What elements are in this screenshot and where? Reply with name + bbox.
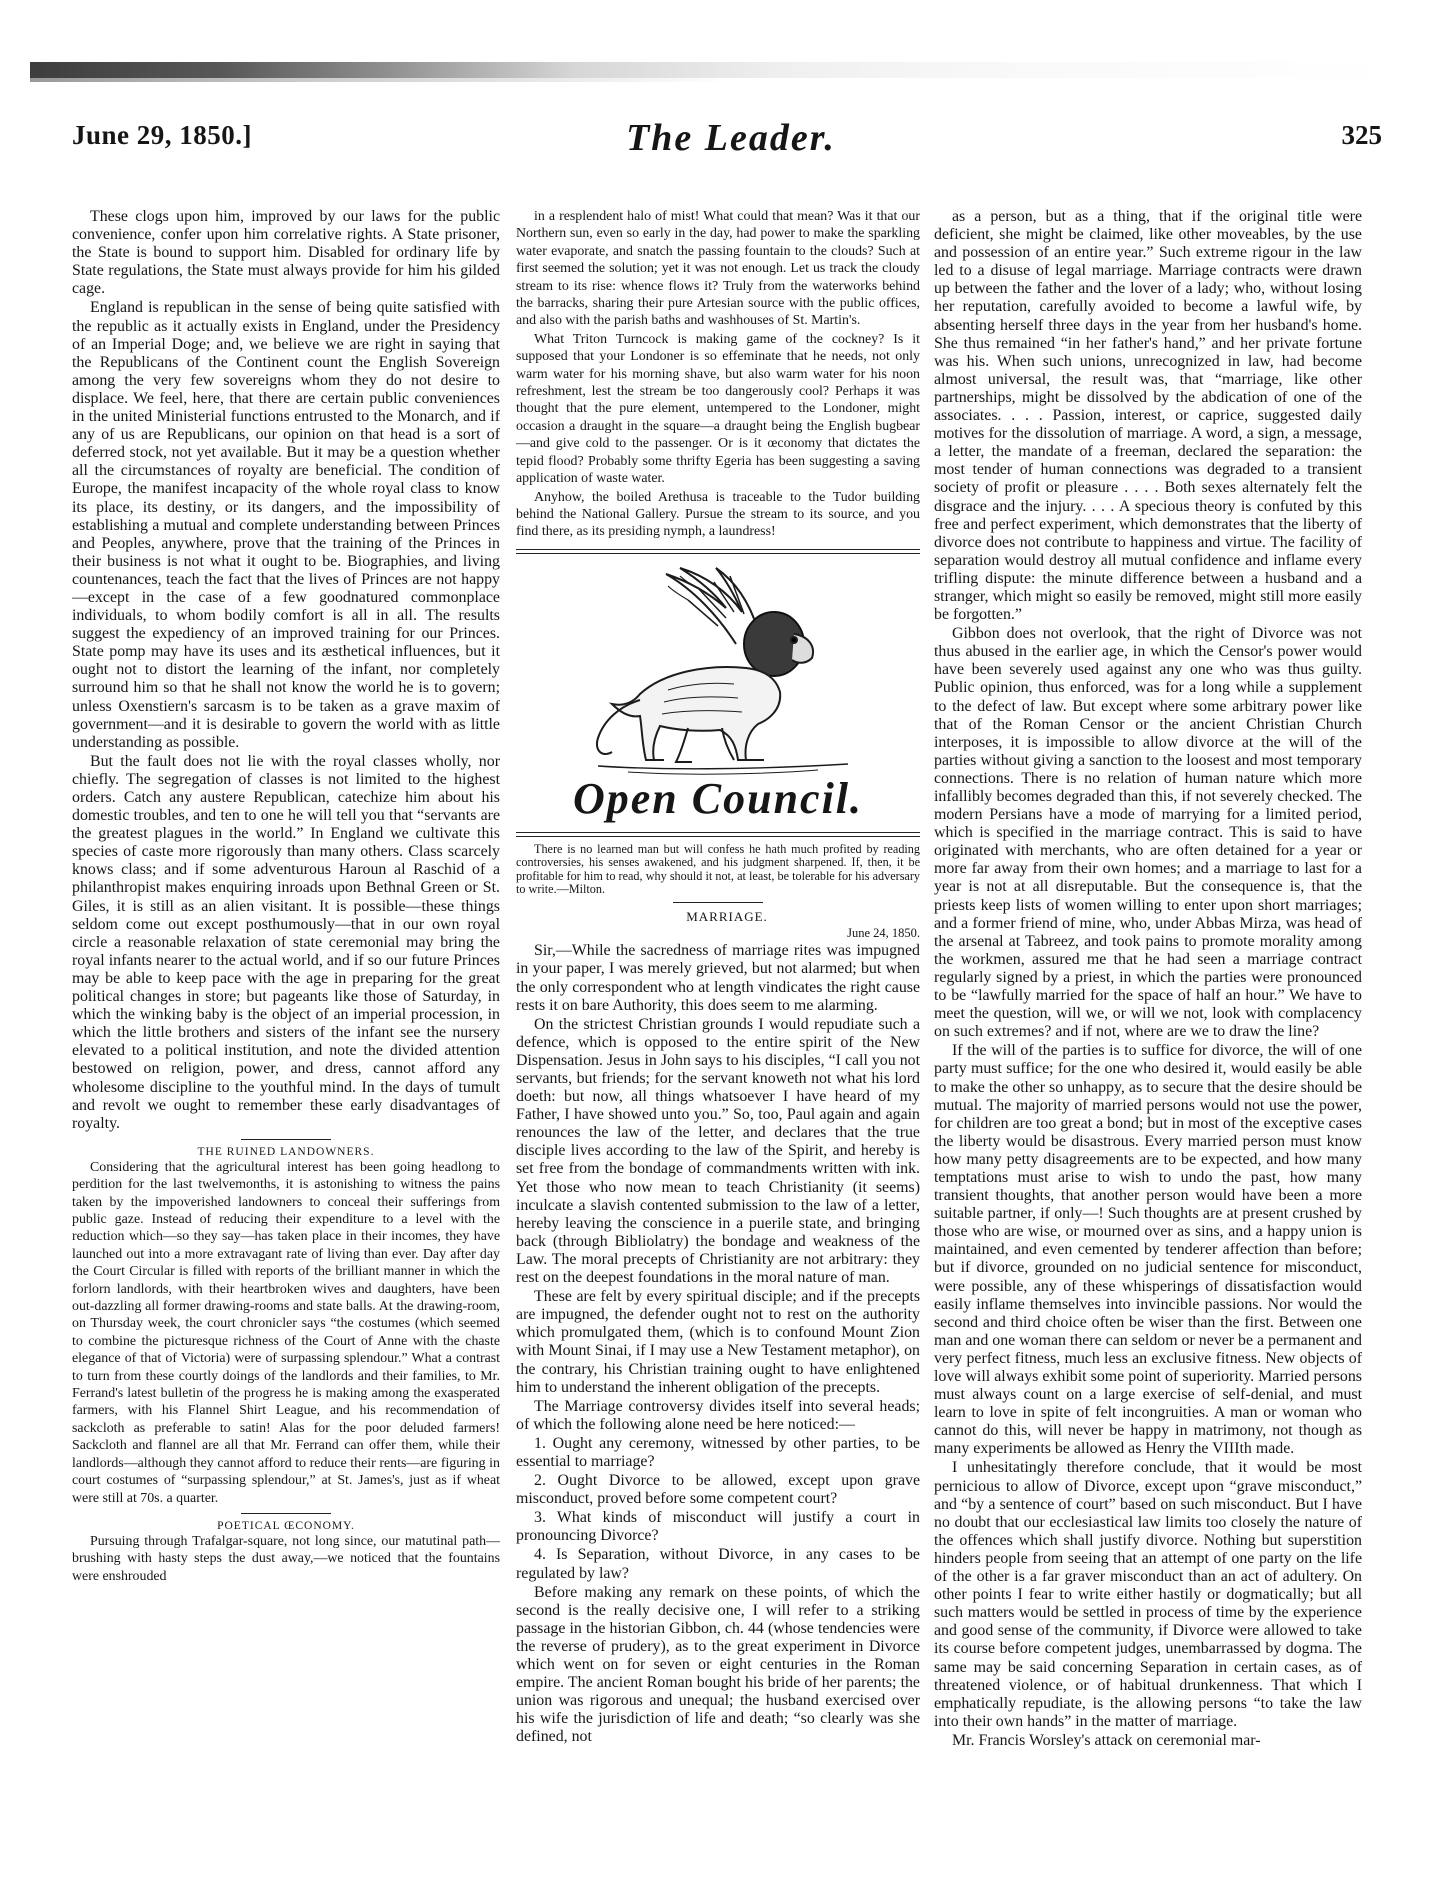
section-heading: THE RUINED LANDOWNERS. bbox=[197, 1145, 375, 1158]
section-divider bbox=[516, 549, 920, 554]
paragraph: If the will of the parties is to suffice for divorce, the will of one party must suffice; for the one who desired it, would easily be able to make the other so unhappy, as to secure that the desire should be mutual. The majority of married persons would not use the power, for children are too great a bond; but in most of the exceptive cases the liberty would be disastrous. Every married person must know how many petty disagreements are to be expected, and how many temptations must arise to wish to undo the past, how many transient thoughts, that another person would have been a more suitable partner, if only—! Such thoughts are at present crushed by those who are wise, or mourned over as sins, and a happy union is maintained, and even cemented by tenderer affection than before; but if divorce, grounded on no judicial sentence for misconduct, were possible, any of these whisperings of dissatisfaction would easily inflame themselves into invincible passions. Nor would the second and third choice often be wiser than the first. Between one man and one woman there can seldom or never be a permanent and very perfect fitness, much less an exclusive fitness. New objects of love will always exhibit some point of superiority. Married persons must always count on a large exercise of self-denial, and must learn to love in spite of felt incongruities. A man or woman who cannot do this, will never be happy in matrimony, not though as many experiments be allowed as Henry the VIIIth made. bbox=[934, 1042, 1362, 1458]
section-divider bbox=[241, 1513, 331, 1514]
paragraph: On the strictest Christian grounds I would repudiate such a defence, which is opposed to the entire spirit of the New Dispensation. Jesus in John says to his disciples, “I call you not servants, but friends; for the servant knoweth not what his lord doeth: but now, all things whatsoever I have heard of my Father, I have showed unto you.” So, too, Paul again and again renounces the law of the letter, and declares that the true disciple lives according to the law of the Spirit, and hereby is set free from the bondage of commandments written with ink. Yet those who now mean to teach Christianity (it seems) inculcate a slavish contented submission to the law of a letter, hereby leaving the conscience in a puerile state, and bringing back (through Bibliolatry) the bondage and weakness of the Law. The moral precepts of Christianity are not arbitrary: they rest on the deepest foundations in the moral nature of man. bbox=[516, 1015, 920, 1287]
list-item: 1. Ought any ceremony, witnessed by other parties, to be essential to marriage? bbox=[516, 1434, 920, 1470]
open-council-title: Open Council. bbox=[572, 773, 864, 823]
paragraph: Gibbon does not overlook, that the right of Divorce was not thus abused in the earlier age, in which the Censor's power would have been severely used against any one who was thus guilty. Public opinion, thus enforced, was for a long while a supplement to the defect of law. But except where some arbitrary power like that of the Roman Censor or the ancient Christian Church interposes, it is impossible to allow divorce at the will of the parties without giving a sanction to the loosest and most temporary connections. There is no relation of human nature which more infallibly becomes degraded than this, if not severely checked. The modern Persians have a mode of marrying for a limited period, which is specified in the marriage contract. This is said to have originated with merchants, who are often detained for a year or more far away from their own homes; and a marriage to last for a year is not at all disreputable. But the consequence is, that the priests keep lists of women willing to enter upon short marriages; and a former friend of mine, who, under Abbas Mirza, was head of the arsenal at Tabreez, and took pains to promote morality among the workmen, assured me that he had seen a marriage contract regularly signed by a priest, in which the parties were pronounced to be “lawfully married for the space of half an hour.” We have to meet the question, will we, or will we not, look with complacency on such extremes? and if not, where are we to draw the line? bbox=[934, 625, 1362, 1041]
section-heading: POETICAL ŒCONOMY. bbox=[217, 1519, 355, 1532]
paragraph: Considering that the agricultural interest has been going headlong to perdition for the last twelvemonths, it is astonishing to witness the pains taken by the impoverished landowners to conceal their sufferings from public gaze. Instead of reducing their expenditure to a level with the reduction which—so they say—has taken place in their incomes, they have launched out into a more extravagant rate of living than ever. Day after day the Court Circular is filled with reports of the brilliant manner in which the forlorn landlords, with their heartbroken wives and daughters, have been out-dazzling all former drawing-rooms and state balls. At the drawing-room, on Thursday week, the court chronicler says “the costumes (which seemed to combine the picturesque richness of the Court of Anne with the chaste elegance of that of Victoria) were of surpassing splendour.” What a contrast to turn from these courtly doings of the landlords and their families, to Mr. Ferrand's latest bulletin of the progress he is making among the exasperated farmers, with his Flannel Shirt League, and his recommendation of sackcloth as preferable to satin! Alas for the poor deluded farmers! Sackcloth and flannel are all that Mr. Ferrand can offer them, while their landlords—although they cannot afford to reduce their rents—are figuring in court costumes of “surpassing splendour,” at St. James's, just as if wheat were still at 70s. a quarter. bbox=[72, 1159, 500, 1506]
section-divider bbox=[241, 1139, 331, 1140]
section-divider bbox=[673, 902, 763, 903]
paragraph: Mr. Francis Worsley's attack on ceremonial mar- bbox=[952, 1731, 1261, 1749]
paragraph: But the fault does not lie with the royal classes wholly, nor chiefly. The segregation of classes is not limited to the highest orders. Catch any austere Republican, catechize him about his domestic troubles, and ten to one he will tell you that “servants are the greatest plagues in the world.” In England we cultivate this species of caste more rigorously than many others. Class scarcely knows class; and if some adventurous Haroun al Raschid of a philanthropist makes enquiring inroads upon Bethnal Green or St. Giles, it is still as an alien visitant. It is possible—these things seldom come out except posthumously—that in our own royal circle a reasonable relaxation of state ceremonial may bring the royal infants nearer to the actual world, and if so our future Princes may be able to keep pace with the age in preparing for the great political changes in store; but pageants like those of Saturday, in which the winking baby is the object of an imperial procession, in which the little brothers and sisters of the infant see the nursery elevated to a political institution, and note the divided attention bestowed on religion, power, and dress, cannot afford any wholesome discipline to the youthful mind. In the days of tumult and revolt we ought to remember these early disadvantages of royalty. bbox=[72, 752, 500, 1132]
column-2 bbox=[516, 208, 920, 1880]
issue-date: June 29, 1850.] bbox=[72, 120, 253, 150]
paragraph: as a person, but as a thing, that if the original title were deficient, she might be claimed, like other moveables, by the use and possession of an entire year.” Such extreme rigour in the law led to a disuse of legal marriage. Marriage contracts were drawn up between the father and the lover of a lady; who, without losing her reputation, carefully avoided to become a lawful wife, by absenting herself three days in the year from her husband's home. She thus remained “in her father's hand,” and her private fortune was his. When such unions, unrecognized in law, had become almost universal, the result was, that “marriage, like other partnerships, might be dissolved by the abdication of one of the associates. . . . Passion, interest, or caprice, suggested daily motives for the dissolution of marriage. A word, a sign, a message, a letter, the mandate of a freeman, declared the separation: the most tender of human connections was degraded to a transient society of profit or pleasure . . . . Both sexes alternately felt the disgrace and the injury. . . . A specious theory is confuted by this free and perfect experiment, which demonstrates that the liberty of divorce does not contribute to happiness and virtue. The facility of separation would destroy all mutual confidence and inflame every trifling dispute: the minute difference between a husband and a stranger, which might so easily be removed, might still more easily be forgotten.” bbox=[934, 208, 1362, 624]
list-item: 4. Is Separation, without Divorce, in any cases to be regulated by law? bbox=[516, 1546, 920, 1582]
article-date: June 24, 1850. bbox=[847, 926, 920, 941]
list-item: 2. Ought Divorce to be allowed, except upon grave misconduct, proved before some competent court? bbox=[516, 1472, 920, 1508]
paragraph: I unhesitatingly therefore conclude, that it would be most pernicious to allow of Divorce, except upon “grave misconduct,” and “by a sentence of court” based on such misconduct. But I have no doubt that our ecclesiastical law limits too closely the nature of the offences which shall justify divorce. Nothing but superstition hinders people from seeing that an attempt of one party on the life of the other is a far graver misconduct than an act of adultery. On other points I fear to write either hastily or dogmatically; but all such matters would be settled in process of time by the experience and good sense of the community, if Divorce were allowed to take its course before competent judges, unembarrassed by dogma. The same may be said concerning Separation in certain cases, as of threatened violence, or of habitual drunkenness. That which I emphatically repudiate, is the allowing persons “to take the law into their own hands” in the matter of marriage. bbox=[934, 1459, 1362, 1730]
section-divider bbox=[516, 832, 920, 837]
list-item: 3. What kinds of misconduct will justify a court in pronouncing Divorce? bbox=[516, 1509, 920, 1545]
epigraph: There is no learned man but will confess he hath much profited by reading controversies, his senses awakened, and his judgment sharpened. If, then, it be profitable for him to read, why should it not, at least, be tolerable for his adversary to write.—Milton. bbox=[516, 841, 920, 896]
paragraph: in a resplendent halo of mist! What could that mean? Was it that our Northern sun, even so early in the day, had power to make the sparkling water evaporate, and snatch the passing fountain to the clouds? Such at first seemed the solution; yet it was not enough. Let us track the cloudy stream to its rise: whence flows it? Truly from the waterworks behind the barracks, sharing their pure Artesian source with the public offices, and also with the parish baths and washhouses of St. Martin's. bbox=[516, 209, 920, 329]
paragraph: Pursuing through Trafalgar-square, not long since, our matutinal path—brushing with hasty steps the dust away,—we noticed that the fountains were enshrouded bbox=[72, 1533, 500, 1584]
paragraph: What Triton Turncock is making game of the cockney? Is it supposed that your Londoner is so effeminate that he needs, not only warm water for his morning shave, but also warm water for his noon refreshment, lest the stream be too dangerously cool? Perhaps it was thought that the pure element, untempered to the Londoner, might occasion a draught in the square—a draught being the English bugbear—and give cold to the passenger. Or is it œconomy that dictates the tepid flood? Probably some thrifty Egeria has been suggesting a saving application of waste water. bbox=[516, 331, 920, 487]
paragraph: England is republican in the sense of being quite satisfied with the republic as it actually exists in England, under the Presidency of an Imperial Doge; and, we believe we are right in saying that the Republicans of the Continent count the English Sovereign among the very few sovereigns whom they do not desire to displace. We feel, here, that there are certain public conveniences in the united Ministerial functions entrusted to the Monarch, and if any of us are Republicans, our opinion on that head is a sort of deferred stock, not yet available. But it may be a question whether all the circumstances of royalty are beneficial. The condition of Europe, the manifest incapacity of the whole royal class to know its place, its destiny, or its dangers, and the impossibility of establishing a mutual and complete understanding between Princes and Peoples, anywhere, prove that the training of the Princes in their business is not what it ought to be. Biographies, and living countenances, teach the fact that the lives of Princes are not happy—except in the case of a few goodnatured commonplace individuals, to whom bodily comfort is all in all. The results suggest the expediency of an improved training for our Princes. State pomp may have its uses and its æsthetical influences, but it ought not to distort the learning of the infant, nor completely surround him so that he shall not know the world he is to govern; unless Oxenstiern's sarcasm is to be taken as a grave maxim of government—and it is desirable to govern the world with as little understanding as possible. bbox=[72, 299, 500, 751]
column-3 bbox=[934, 208, 1362, 1880]
column-1 bbox=[72, 208, 500, 1880]
article-heading: MARRIAGE. bbox=[686, 909, 768, 925]
scan-artifact-streak bbox=[30, 62, 1390, 78]
scan-artifact-streak bbox=[30, 78, 730, 82]
paragraph: These are felt by every spiritual disciple; and if the precepts are impugned, the defender ought not to rest on the authority which promulgated them, (which is to confound Mount Zion with Mount Sinai, if I may use a New Testament metaphor), on the contrary, his Christian training ought to have enlightened him to understand the inherent obligation of the precepts. bbox=[516, 1288, 920, 1396]
paragraph: The Marriage controversy divides itself into several heads; of which the following alone need be here noticed:— bbox=[516, 1397, 920, 1433]
newspaper-title: The Leader. bbox=[626, 117, 836, 159]
paragraph: Before making any remark on these points, of which the second is the really decisive one, I will refer to a striking passage in the historian Gibbon, ch. 44 (whose tendencies were the reverse of prudery), as to the great experiment in Divorce which went on for seven or eight centuries in the Roman empire. The ancient Roman bought his bride of her parents; the union was rigorous and unequal; the husband exercised over his wife the jurisdiction of life and death; “so clearly was she defined, not bbox=[516, 1583, 920, 1746]
paragraph: These clogs upon him, improved by our laws for the public convenience, confer upon him correlative rights. A State prisoner, the State is bound to support him. Disabled for ordinary life by State regulations, the State must always provide for him his gilded cage. bbox=[72, 208, 500, 298]
paragraph: Anyhow, the boiled Arethusa is traceable to the Tudor building behind the National Gallery. Pursue the stream to its source, and you find there, as its presiding nymph, a laundress! bbox=[516, 489, 920, 540]
paragraph: Sir,—While the sacredness of marriage rites was impugned in your paper, I was merely grieved, but not alarmed; but when the only correspondent who at length vindicates the right cause rests it on bare Authority, this does seem to me alarming. bbox=[516, 942, 920, 1014]
page-header bbox=[72, 116, 1390, 164]
page-number: 325 bbox=[1341, 120, 1382, 150]
winged-lion-emblem-icon bbox=[568, 560, 868, 778]
